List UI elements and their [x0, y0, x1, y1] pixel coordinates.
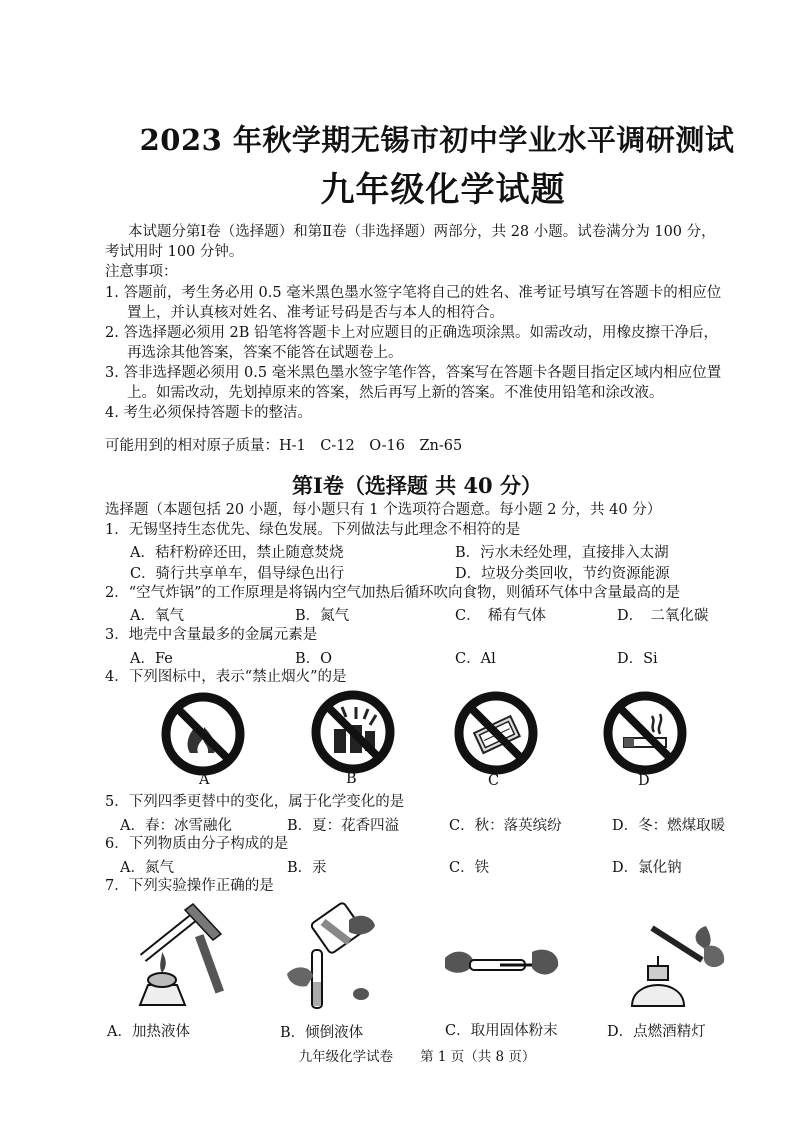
- no-matches-icon[interactable]: [453, 690, 539, 776]
- question-5-option-d[interactable]: D．冬：燃煤取暖: [612, 818, 726, 834]
- question-3-option-d[interactable]: D．Si: [617, 651, 658, 667]
- note-3-line-1: 3. 答非选择题必须用 0.5 毫米黑色墨水签字笔作答，答案写在答题卡各题目指定区域内相应位置: [105, 365, 722, 381]
- question-3-option-b[interactable]: B．O: [295, 651, 333, 667]
- question-6-stem: 6．下列物质由分子构成的是: [105, 836, 289, 852]
- question-5-option-a[interactable]: A．春：冰雪融化: [120, 818, 232, 834]
- question-3-option-c[interactable]: C．Al: [455, 651, 496, 667]
- note-1-line-2: 置上，并认真核对姓名、准考证号码是否与本人的相符合。: [127, 305, 504, 321]
- intro-line-2: 考试用时 100 分钟。: [105, 244, 244, 260]
- question-3-option-a[interactable]: A．Fe: [130, 651, 173, 667]
- question-6-option-c[interactable]: C．铁: [449, 860, 490, 876]
- exam-title: 2023 年秋学期无锡市初中学业水平调研测试: [139, 123, 735, 157]
- question-3-stem: 3．地壳中含量最多的金属元素是: [105, 627, 318, 643]
- notes-heading: 注意事项：: [105, 264, 178, 280]
- question-2-stem: 2．“空气炸锅”的工作原理是将锅内空气加热后循环吹向食物，则循环气体中含量最高的是: [105, 585, 681, 601]
- question-6-option-b[interactable]: B．汞: [287, 860, 327, 876]
- intro-line-1: 本试题分第Ⅰ卷（选择题）和第Ⅱ卷（非选择题）两部分，共 28 小题。试卷满分为 100 分，: [128, 224, 716, 240]
- section-1-title: 第Ⅰ卷（选择题 共 40 分）: [292, 473, 542, 498]
- question-1-option-c[interactable]: C．骑行共享单车，倡导绿色出行: [130, 566, 345, 582]
- question-4-option-d[interactable]: D: [638, 773, 650, 789]
- section-1-instructions: 选择题（本题包括 20 小题，每小题只有 1 个选项符合题意。每小题 2 分，共 40 分）: [105, 502, 662, 518]
- question-7-stem: 7．下列实验操作正确的是: [105, 878, 274, 894]
- atomic-masses: 可能用到的相对原子质量：H-1 C-12 O-16 Zn-65: [105, 438, 463, 454]
- question-5-option-b[interactable]: B．夏：花香四溢: [287, 818, 400, 834]
- question-2-option-c[interactable]: C． 稀有气体: [455, 608, 546, 624]
- question-6-option-a[interactable]: A．氮气: [120, 860, 174, 876]
- question-1-option-d[interactable]: D．垃圾分类回收，节约资源能源: [455, 566, 670, 582]
- question-2-option-d[interactable]: D． 二氧化碳: [617, 608, 709, 624]
- note-2-line-2: 再选涂其他答案，答案不能答在试题卷上。: [127, 345, 403, 361]
- lighting-alcohol-lamp-image[interactable]: [622, 918, 732, 1018]
- note-4-line-1: 4. 考生必须保持答题卡的整洁。: [105, 405, 312, 421]
- note-2-line-1: 2. 答选择题必须用 2B 铅笔将答题卡上对应题目的正确选项涂黑。如需改动，用橡皮擦干净后，: [105, 325, 719, 341]
- question-4-option-b[interactable]: B: [346, 771, 357, 787]
- question-1-option-b[interactable]: B．污水未经处理，直接排入太湖: [455, 545, 669, 561]
- no-smoking-icon[interactable]: [602, 690, 688, 776]
- pouring-liquid-image[interactable]: [277, 902, 392, 1017]
- question-4-option-c[interactable]: C: [488, 773, 500, 789]
- note-3-line-2: 上。如需改动，先划掉原来的答案，然后再写上新的答案。不准使用铅笔和涂改液。: [127, 385, 664, 401]
- question-1-option-a[interactable]: A．秸秆粉碎还田，禁止随意焚烧: [130, 545, 344, 561]
- no-fire-icon[interactable]: [160, 691, 246, 777]
- question-5-option-c[interactable]: C．秋：落英缤纷: [449, 818, 562, 834]
- question-1-stem: 1．无锡坚持生态优先、绿色发展。下列做法与此理念不相符的是: [105, 522, 521, 538]
- question-4-option-a[interactable]: A: [199, 772, 210, 788]
- question-4-stem: 4．下列图标中，表示“禁止烟火”的是: [105, 669, 347, 685]
- question-7-option-a[interactable]: A．加热液体: [107, 1024, 190, 1040]
- question-2-option-a[interactable]: A．氧气: [130, 608, 184, 624]
- question-5-stem: 5．下列四季更替中的变化，属于化学变化的是: [105, 794, 405, 810]
- question-7-option-b[interactable]: B．倾倒液体: [280, 1025, 364, 1041]
- question-2-option-b[interactable]: B．氮气: [295, 608, 350, 624]
- taking-solid-powder-image[interactable]: [440, 938, 565, 998]
- page-footer: 九年级化学试卷 第 1 页（共 8 页）: [298, 1049, 536, 1065]
- heating-liquid-image[interactable]: [125, 900, 235, 1015]
- question-6-option-d[interactable]: D．氯化钠: [612, 860, 682, 876]
- note-1-line-1: 1. 答题前，考生务必用 0.5 毫米黑色墨水签字笔将自己的姓名、准考证号填写在答题卡的相应位: [105, 285, 722, 301]
- question-7-option-c[interactable]: C．取用固体粉末: [445, 1023, 558, 1039]
- exam-subtitle: 九年级化学试题: [320, 170, 566, 210]
- no-fireworks-icon[interactable]: [310, 689, 396, 775]
- question-7-option-d[interactable]: D．点燃酒精灯: [607, 1024, 706, 1040]
